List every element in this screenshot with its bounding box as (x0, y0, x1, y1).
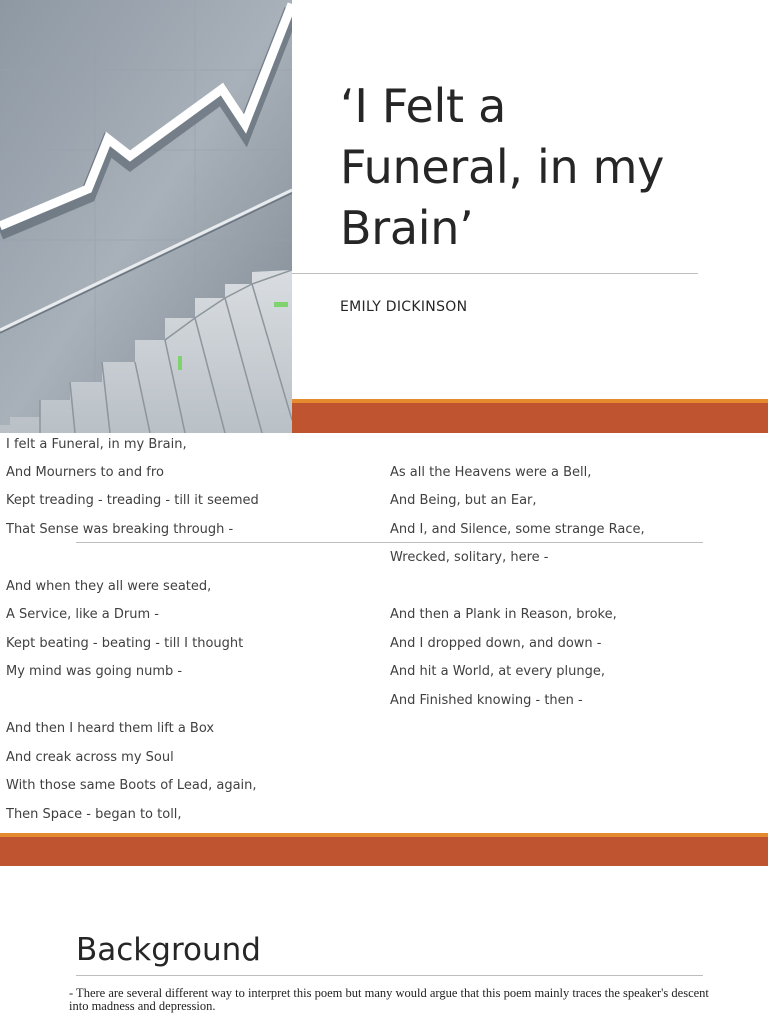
poem-right-line: And Being, but an Ear, (390, 493, 537, 508)
poem-left-line: I felt a Funeral, in my Brain, (6, 437, 187, 452)
poem-right-line: And hit a World, at every plunge, (390, 664, 605, 679)
presentation-title (340, 76, 740, 259)
title-line-1: ‘I Felt a (340, 79, 506, 133)
poem-left-line: And creak across my Soul (6, 750, 174, 765)
poem-right-line: And then a Plank in Reason, broke, (390, 607, 617, 622)
title-line-2: Funeral, in my (340, 140, 665, 194)
accent-bar-top (292, 399, 768, 433)
poem-slide (0, 433, 768, 833)
poem-left-line: That Sense was breaking through - (6, 522, 234, 537)
accent-bar-middle (0, 833, 768, 866)
poem-left-line: Kept beating - beating - till I thought (6, 636, 244, 651)
poem-left-line: And then I heard them lift a Box (6, 721, 215, 736)
poem-left-line: Then Space - began to toll, (6, 807, 182, 822)
title-divider (292, 273, 698, 274)
background-title: Background (76, 932, 261, 968)
staircase-growth-chart-icon (0, 0, 292, 433)
poem-right-line: And Finished knowing - then - (390, 693, 583, 708)
author-name: EMILY DICKINSON (340, 299, 468, 315)
poem-left-line: And when they all were seated, (6, 579, 212, 594)
poem-left-line: A Service, like a Drum - (6, 607, 159, 622)
poem-right-line: And I dropped down, and down - (390, 636, 602, 651)
title-line-3: Brain’ (340, 201, 474, 255)
poem-left-line: With those same Boots of Lead, again, (6, 778, 257, 793)
poem-right-line: And I, and Silence, some strange Race, (390, 522, 645, 537)
background-divider (76, 975, 703, 976)
poem-left-line: Kept treading - treading - till it seemed (6, 493, 259, 508)
poem-right-line: Wrecked, solitary, here - (390, 550, 549, 565)
background-text: - There are several different way to interpret this poem but many would argue that this poem mainly traces the speaker's descent into madness and depression. (69, 986, 709, 1013)
poem-divider (76, 542, 703, 543)
poem-left-line: And Mourners to and fro (6, 465, 164, 480)
title-slide (0, 0, 768, 433)
poem-right-line: As all the Heavens were a Bell, (390, 465, 592, 480)
poem-left-line: My mind was going numb - (6, 664, 183, 679)
